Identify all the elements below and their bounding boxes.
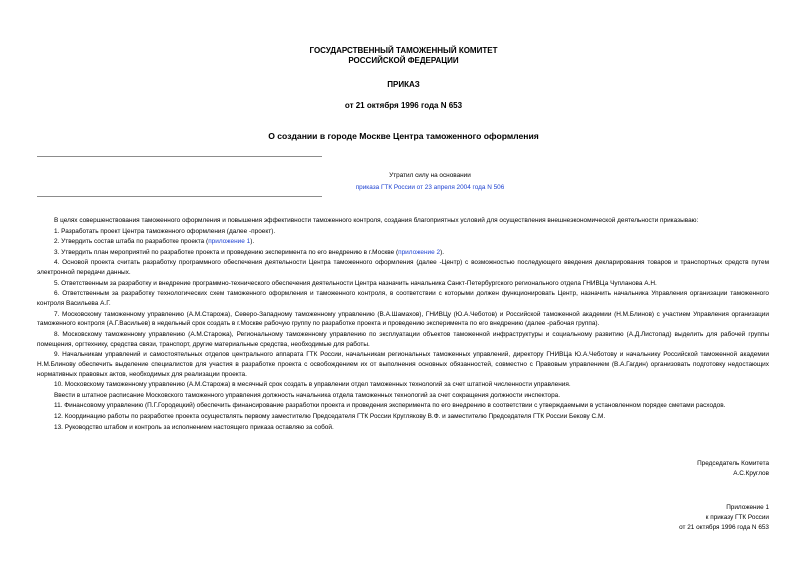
item-2-tail: ). [250,238,255,246]
item-10-continued: Ввести в штатное расписание Московского таможенного управления должность начальника отдела таможенных технологий за счет сокращения должности инспектора. [54,391,561,399]
item-2-text: 2. Утвердить состав штаба по разработке проекта ( [54,238,209,246]
divider-bottom [37,196,322,197]
item-1: 1. Разработать проект Центра таможенного оформления (далее -проект). [54,227,276,235]
item-13: 13. Руководство штабом и контроль за исполнением настоящего приказа оставляю за собой. [54,423,334,431]
appendix-2-link[interactable]: приложение 2 [398,248,441,256]
item-7: 7. Московскому таможенному управлению (А.М.Старожа), Северо-Западному таможенному управлению (В.А.Шамахов), ГНИВЦу (Ю.А.Чеботов) и Российской таможенной академии (Н.М.Блинов) с участием Управления организации таможенного контроля (А.Г.Васильев) в недельный срок создать в г.Москве рабочую группу по разработке проекта и проведению эксперимента по его внедрению (далее -рабочая группа). [37,310,769,328]
document-body [37,216,769,433]
authority-line-1: ГОСУДАРСТВЕННЫЙ ТАМОЖЕННЫЙ КОМИТЕТ [309,46,498,55]
appendix-ref: к приказу ГТК России [705,514,769,521]
repeal-link[interactable]: приказа ГТК России от 23 апреля 2004 года N 506 [355,184,505,191]
appendix-header [679,503,769,533]
item-2 [37,237,769,247]
document-title: О создании в городе Москве Центра таможенного оформления [268,131,539,141]
item-5: 5. Ответственным за разработку и внедрение программно-технического обеспечения деятельности Центра назначить начальника Санкт-Петербургского регионального отдела ГНИВЦа Чупланова А.Н. [54,279,657,287]
preamble-paragraph: В целях совершенствования таможенного оформления и повышения эффективности таможенного контроля, создания благоприятных условий для осуществления внешнеэкономической деятельности приказываю: [54,217,699,224]
item-3 [37,248,769,258]
document-date: от 21 октября 1996 года N 653 [344,101,463,110]
divider-top [37,156,322,157]
item-9: 9. Начальникам управлений и самостоятельных отделов центрального аппарата ГТК России, начальникам региональных таможенных управлений, директору ГНИВЦа Ю.А.Чеботову и начальнику Российской таможенной академии Н.М.Блинову обеспечить выделение специалистов для участия в разработке проекта с освобождением их от выполнения основных обязанностей, совместно с Правовым управлением (В.А.Гагдин) организовать подготовку недостающих нормативных правовых актов, необходимых для реализации проекта. [37,351,769,378]
item-4: 4. Основой проекта считать разработку программного обеспечения деятельности Центра таможенного оформления (далее -Центр) с возможностью последующего введения декларирования товаров и транспортных средств путем электронной передачи данных. [37,259,769,277]
appendix-1-link[interactable]: приложение 1 [208,238,251,246]
appendix-date: от 21 октября 1996 года N 653 [679,524,769,531]
item-10: 10. Московскому таможенному управлению (А.М.Старожа) в месячный срок создать в управлении отдел таможенных технологий за счет штатной численности управления. [54,381,571,389]
appendix-label: Приложение 1 [726,504,769,511]
issuing-authority [0,46,807,66]
item-8: 8. Московскому таможенному управлению (А.М.Старожа), Региональному таможенному управлению по эксплуатации объектов таможенной инфраструктуры и социальному развитию (А.Д.Листопад) выделить для рабочей группы помещения, оргтехнику, средства связи, транспорт, другие материальные средства, необходимые для работы. [37,330,769,348]
item-3-text: 3. Утвердить план мероприятий по разработке проекта и проведению эксперимента по его внедрению в г.Москве ( [54,248,399,256]
signatory-name: А.С.Круглов [733,470,769,477]
item-3-tail: ). [440,248,445,256]
item-6: 6. Ответственным за разработку технологических схем таможенного оформления и таможенного контроля, в соответствии с которыми должен функционировать Центр, назначить начальника Управления организации таможенного контроля Васильева А.Г. [37,290,769,307]
signature-block [697,459,769,479]
item-11: 11. Финансовому управлению (П.Г.Городецкий) обеспечить финансирование разработки проекта и проведения эксперимента по его внедрению в соответствии с утверждаемыми в установленном порядке сметами расходов. [54,402,726,410]
item-12: 12. Координацию работы по разработке проекта осуществлять первому заместителю Председателя ГТК России Круглякову В.Ф. и заместителю Председателя ГТК России Бекову С.М. [54,412,606,420]
authority-line-2: РОССИЙСКОЙ ФЕДЕРАЦИИ [348,56,459,65]
repeal-text: Утратил силу на основании [389,172,471,179]
signatory-position: Председатель Комитета [697,460,769,467]
document-type: ПРИКАЗ [387,80,420,89]
repeal-note [300,170,560,194]
